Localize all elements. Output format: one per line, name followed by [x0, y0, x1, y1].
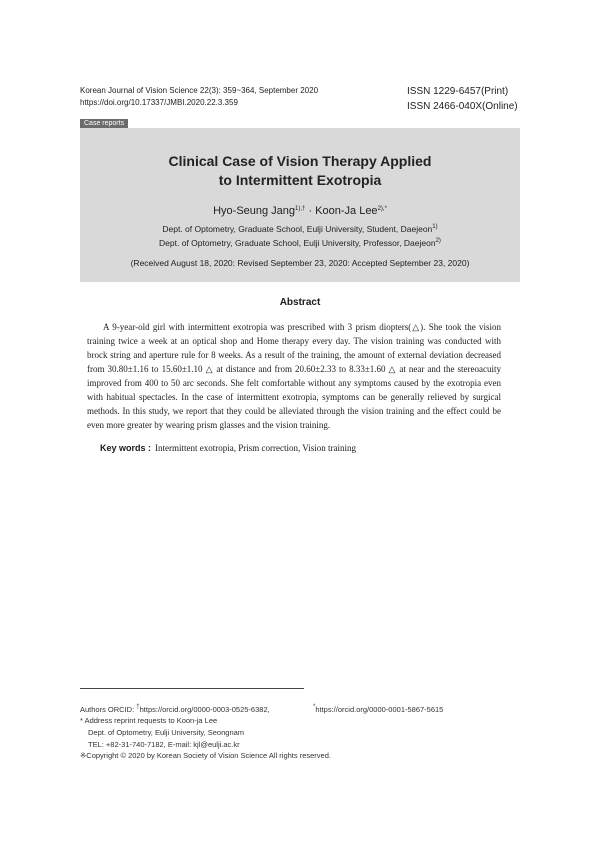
abstract-body: A 9-year-old girl with intermittent exotropia was prescribed with 3 prism diopters(△). She took the vision training twice a week at an optical shop and Home therapy every day. The vision training was conducted with brock string and aperture rule for 8 weeks. As a result of the training, the amount of external deviation decreased from 30.80±1.16 to 15.60±1.10 △ at distance and from 20.60±2.33 to 8.33±1.60 △ at near and the stereoacuity improved from 400 to 50 arc seconds. She felt comfortable without any symptoms caused by the exotropia even with habitual spectacles. In the case of intermittent exotropia, symptoms can be generally relieved by surgical methods. In this study, we report that they could be alleviated through the vision training and the effect could be even more greater by wearing prism glasses and the vision training. — [87, 322, 501, 430]
keywords — [100, 443, 356, 453]
keywords-text: Intermittent exotropia, Prism correction, Vision training — [155, 443, 357, 453]
keywords-label: Key words : — [100, 443, 152, 453]
author-name: Koon-Ja Lee — [315, 205, 378, 217]
article-type-badge: Case reports — [80, 119, 128, 129]
affiliation-1 — [80, 224, 520, 234]
title-line-1: Clinical Case of Vision Therapy Applied — [168, 153, 432, 169]
reprint-address: Dept. of Optometry, Eulji University, Seongnam — [88, 728, 245, 737]
author-name: Hyo-Seung Jang — [213, 205, 296, 217]
orcid-marker: * — [313, 704, 316, 710]
orcid-marker: † — [136, 704, 140, 710]
received-dates: (Received August 18, 2020: Revised September 23, 2020: Accepted September 23, 2020) — [130, 258, 470, 268]
affiliation-text: Dept. of Optometry, Graduate School, Eulji University, Professor, Daejeon — [159, 238, 436, 248]
reprint-contact: TEL: +82-31-740-7182, E-mail: kjl@eulji.ac.kr — [88, 740, 240, 749]
author-marker: 1),† — [295, 206, 306, 212]
orcid-label: Authors ORCID: — [80, 705, 137, 714]
author-marker: 2),* — [377, 206, 387, 212]
issn-print: ISSN 1229-6457(Print) — [407, 86, 509, 97]
orcid-line-2 — [313, 705, 443, 714]
journal-citation: Korean Journal of Vision Science 22(3): 359~364, September 2020 — [80, 86, 319, 95]
affiliation-marker: 1) — [432, 224, 438, 230]
reprint-request: * Address reprint requests to Koon-ja Lee — [80, 716, 218, 725]
abstract-heading: Abstract — [279, 297, 321, 308]
copyright-notice: ※Copyright © 2020 by Korean Society of Vision Science All rights reserved. — [80, 751, 331, 760]
affiliation-2 — [80, 238, 520, 248]
author-separator: · — [305, 205, 316, 217]
author-list — [80, 205, 520, 217]
affiliation-text: Dept. of Optometry, Graduate School, Eulji University, Student, Daejeon — [162, 224, 433, 234]
footnote-divider — [80, 688, 304, 689]
issn-online: ISSN 2466-040X(Online) — [407, 101, 518, 112]
orcid-link-1[interactable]: https://orcid.org/0000-0003-0525-6382, — [139, 705, 270, 714]
doi-link[interactable]: https://doi.org/10.17337/JMBI.2020.22.3.359 — [80, 98, 238, 107]
orcid-link-2[interactable]: https://orcid.org/0000-0001-5867-5615 — [315, 705, 444, 714]
affiliation-marker: 2) — [435, 238, 441, 244]
orcid-line — [80, 705, 270, 714]
title-line-2: to Intermittent Exotropia — [218, 172, 382, 188]
